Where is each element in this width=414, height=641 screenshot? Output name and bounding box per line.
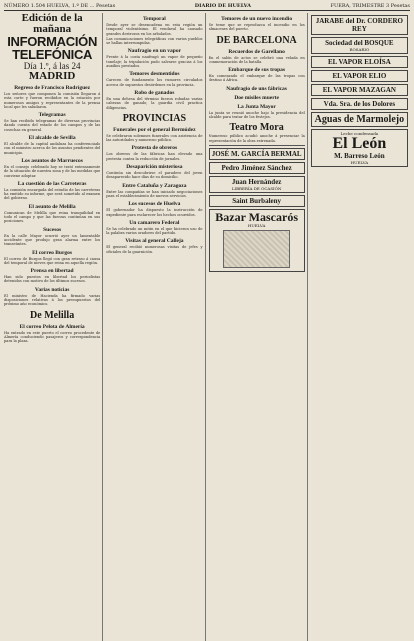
article-text: En el salón de actos se celebró una velada en conmemoración de la batalla. [208, 55, 305, 64]
section-heading: El asunto de Melilla [28, 203, 76, 210]
edition-heading: Edición de la mañana [21, 13, 83, 35]
ad-dolores: Vda. Sra. de los Dolores [311, 98, 408, 110]
masthead-title: DIARIO DE HUELVA [194, 3, 251, 9]
article-text: Numeroso público acudió anoche á presenciar la representación de la obra estrenada. [208, 134, 305, 143]
phonograph-illustration [223, 230, 290, 268]
ad-marmolejo: Aguas de Marmolejo [311, 112, 408, 127]
article-text: Ha entrado en este puerto el correo procedente de Almería conduciendo pasajeros y correspondencia para la plaza. [4, 330, 101, 344]
article-text: Se ha celebrado un mitin en el que hicieron uso de la palabra varios oradores del partido. [106, 226, 203, 236]
section-heading: Protesta de obreros [131, 145, 178, 152]
section-heading: Desaparición misteriosa [126, 164, 183, 171]
article-text: El gobernador ha dispuesto la instrucción de expediente para esclarecer los hechos ocurridos. [106, 208, 203, 217]
ad-vapor-mazagan: EL VAPOR MAZAGAN [311, 84, 408, 96]
city-heading: MADRID [28, 70, 76, 82]
melilla-heading: De Melilla [30, 309, 75, 321]
ad-el-leon: Leche condensada El León M. Barreso León HUELVA [311, 129, 408, 167]
dateline: Día 1.º, á las 24 [23, 61, 81, 71]
article-text: El alcalde de la capital andaluza ha conferenciado con el ministro acerca de los asuntos pendientes del municipio. [4, 142, 101, 155]
column-1 [4, 13, 103, 641]
section-heading: Doe misiles muerte [234, 94, 279, 101]
column-3 [209, 13, 308, 641]
article-text: En una dehesa del término fueron robadas varias cabezas de ganado; la guardia civil practica diligencias. [106, 96, 203, 110]
article-text: El general recibió numerosas visitas de jefes y oficiales de la guarnición. [106, 245, 203, 254]
section-heading: Robo de ganados [134, 89, 175, 96]
article-text: La comisión encargada del estudio de las carreteras ha emitido su informe, que será sometido al examen del gobierno. [4, 187, 101, 201]
section-heading: La Junta Mayor [237, 103, 276, 110]
section-heading: Regreso de Francisco Rodríguez [14, 85, 91, 91]
ad-garcia-bermal: JOSÉ M. GARCÍA BERMAL [209, 148, 305, 160]
article-text: Se teme que se reproduzca el incendio en los almacenes del puerto. [208, 23, 305, 32]
article-text: Han sido puestos en libertad los periodistas detenidos con motivo de los últimos sucesos. [4, 275, 101, 284]
info-headline: INFORMACIÓN TELEFÓNICA [7, 34, 98, 62]
column-4 [311, 13, 410, 641]
section-heading: Varias noticias [34, 286, 70, 293]
article-text: En el consejo celebrado hoy se trató extensamente de la situación de nuestra zona y de las medidas que conviene adoptar. [4, 164, 101, 178]
article-text: Comunican de Melilla que reina tranquilidad en todo el campo y que las fuerzas continúan en sus posiciones. [4, 210, 101, 224]
article-text: Ha comenzado el embarque de las tropas con destino á África. [208, 74, 305, 83]
masthead [4, 3, 410, 11]
section-heading: Recuerdos de Garellano [228, 48, 285, 55]
ad-juan-hernandez: Juan Hernández LIBRERÍA DE OCASIÓN [209, 176, 305, 193]
article-text: Desde ayer se desencadena en esta región un temporal violentísimo. El vendaval ha causado grandes destrozos en los arbolados. [106, 23, 203, 36]
section-heading: Embarque de sus tropas [228, 67, 286, 74]
article-text: La junta se reunió anoche bajo la presidencia del alcalde para tratar de los festejos. [208, 110, 305, 120]
article-text: El correo de Burgos llegó con gran retraso á causa del temporal de nieves que reina en aquella región. [4, 256, 101, 265]
section-heading: Naufragio en un vapor [127, 48, 182, 55]
article-text: Los señores que componen la comisión llegaron á esta corte y fueron recibidos en la estación por numerosos amigos y representantes de la prensa local que les saludaron. [4, 92, 101, 109]
article-text: Entre las compañías se han iniciado negociaciones para el establecimiento de nuevos servicios. [106, 189, 203, 198]
section-heading: Visitas al general Calleja [125, 238, 184, 245]
section-heading: Los asuntos de Marruecos [21, 157, 83, 164]
section-heading: Temporal [143, 16, 166, 22]
masthead-left: NÚMERO 1.504 HUELVA, 1.º DE ... Pesetas [4, 3, 116, 9]
article-text: Carecen de fundamento los rumores circulados acerca de supuestos desórdenes en la provincia. [106, 78, 203, 87]
section-heading: Un camarero Federal [129, 219, 180, 226]
article-text: Las comunicaciones telegráficas con varios pueblos se hallan interrumpidas. [106, 36, 203, 46]
section-heading: El alcalde de Sevilla [28, 135, 76, 142]
section-heading: La cuestión de las Carreteras [17, 180, 87, 187]
article-text: Se celebraron solemnes funerales con asistencia de las autoridades y numeroso público. [106, 133, 203, 143]
article-text: Frente á la costa naufragó un vapor de pequeño tonelaje; la tripulación pudo salvarse gracias á los auxilios prestados. [106, 55, 203, 69]
teatro-heading: Teatro Mora [229, 122, 284, 134]
section-heading: Temores desmentidos [129, 71, 180, 78]
barcelona-heading: DE BARCELONA [216, 34, 297, 46]
section-heading: Sucesos [43, 226, 62, 233]
section-heading: El correo Burgos [32, 249, 73, 256]
masthead-right: FUERA, TRIMESTRE 3 Pesetas [330, 3, 410, 9]
section-heading: Funerales por el general Bermúdez [113, 126, 196, 133]
ad-vapor-eloisa: EL VAPOR ELOÍSA [311, 56, 408, 68]
section-heading: Telegramas [38, 112, 66, 119]
article-text: Continúa sin descubrirse el paradero del joven desaparecido hace días de su domicilio. [106, 171, 203, 180]
section-heading: Temores de un nuevo incendio [221, 16, 293, 22]
section-heading: Entre Cataluña y Zaragoza [122, 182, 187, 189]
ad-bazar-mascaros: Bazar Mascarós HUELVA [209, 209, 305, 272]
section-heading: El correo Pelota de Almería [19, 323, 85, 330]
section-heading: Naufragio de uns fábricas [226, 85, 287, 92]
column-2 [106, 13, 205, 641]
section-heading: Prensa en libertad [30, 268, 74, 275]
article-text: Los obreros de las fábricas han elevado una protesta contra la reducción de jornales. [106, 152, 203, 161]
ad-jarabe: JARABE del Dr. CORDERO REY [311, 15, 408, 35]
ad-pedro-jimenez: Pedro Jiménez Sánchez [209, 162, 305, 174]
ad-vapor-elio: EL VAPOR ELIO [311, 70, 408, 82]
article-text: En la calle Mayor ocurrió ayer un lamentable accidente que produjo gran alarma entre los transeúntes. [4, 233, 101, 247]
ad-bosque: Sociedad del BOSQUE ROSARIO [311, 37, 408, 54]
article-text: Se han recibido telegramas de diversas provincias dando cuenta del estado de los campos y de las cosechas en general. [4, 119, 101, 132]
article-text: El ministro de Hacienda ha firmado varias disposiciones relativas á los presupuestos del próximo año económico. [4, 293, 101, 307]
ad-saint-burbaleny: Saint Burbaleny [209, 195, 305, 207]
section-heading: Los sucesos de Huelva [128, 201, 181, 208]
provincias-heading: PROVINCIAS [122, 112, 187, 124]
